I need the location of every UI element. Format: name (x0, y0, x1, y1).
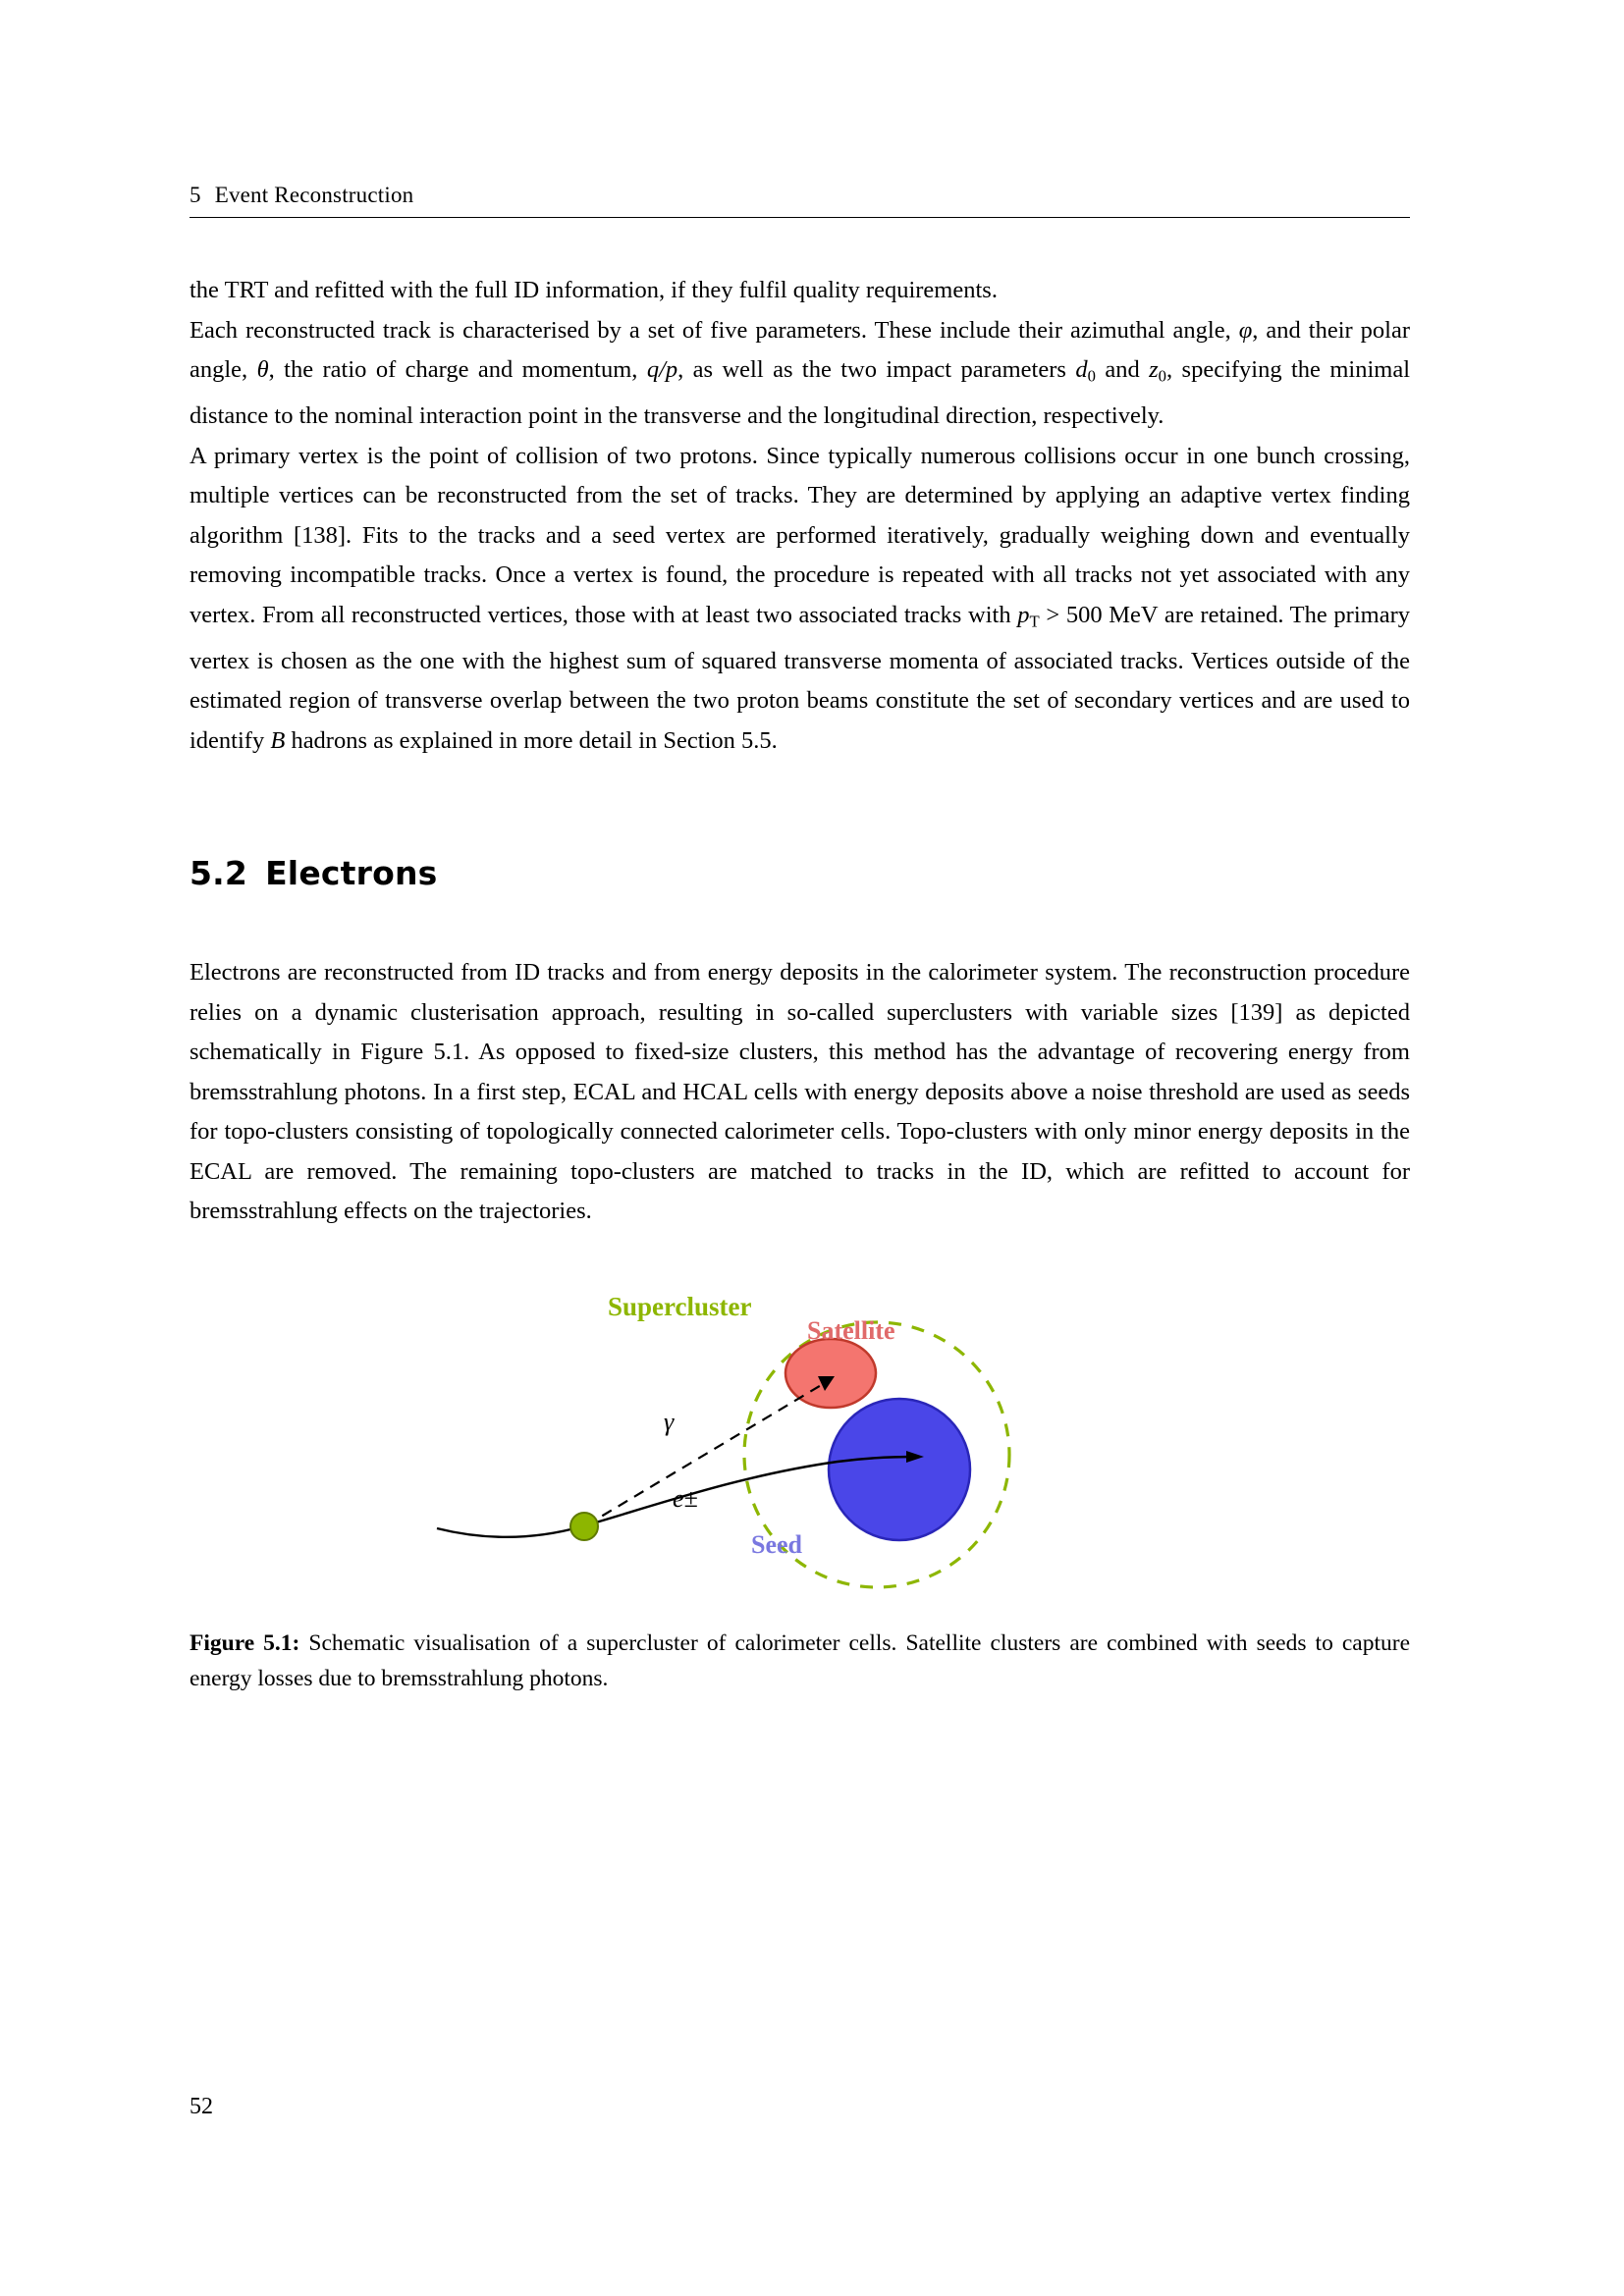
symbol-q-over-p: q/p (646, 356, 678, 383)
track-params-part-d: , as well as the two impact parameters (677, 356, 1076, 383)
figure-caption (189, 1626, 1410, 1696)
paragraph-track-parameters (189, 311, 1410, 437)
track-params-part-f: , specifying the minimal distance to the nominal interaction point in the transverse and the longitudinal direction, respectively. (189, 356, 1410, 430)
figure-5-1 (189, 1283, 1410, 1696)
electron-label: e± (673, 1483, 698, 1513)
track-params-part-c: , the ratio of charge and momentum, (268, 356, 647, 383)
paragraph-electrons (189, 953, 1410, 1232)
figure-caption-label: Figure 5.1: (189, 1629, 300, 1656)
supercluster-label: Supercluster (608, 1291, 752, 1321)
running-header (189, 183, 1410, 218)
paragraph-trt (189, 271, 1410, 311)
symbol-theta: θ (256, 356, 269, 383)
satellite-label: Satellite (807, 1315, 895, 1345)
symbol-pt: p (1017, 601, 1030, 628)
paragraph-primary-vertex (189, 437, 1410, 762)
section-number: 5.2 (189, 854, 248, 893)
photon-label: γ (664, 1407, 675, 1436)
section-heading (189, 854, 1410, 892)
symbol-d0: d (1075, 356, 1088, 383)
photon-dashed-line (586, 1384, 823, 1525)
seed-cluster-circle (829, 1399, 970, 1540)
track-params-part-a: Each reconstructed track is characterised by a set of five parameters. These include their azimuthal angle, (189, 316, 1239, 344)
section-heading-electrons (189, 854, 1410, 892)
figure-caption-text: Schematic visualisation of a supercluster of calorimeter cells. Satellite clusters are combined with seeds to capture energy losses due to bremsstrahlung photons. (189, 1629, 1411, 1691)
symbol-d0-subscript: 0 (1087, 366, 1096, 386)
paragraph-trt-text: the TRT and refitted with the full ID information, if they fulfil quality requirements. (189, 277, 998, 303)
vertex-part-a: A primary vertex is the point of collision of two protons. Since typically numerous collisions occur in one bunch crossing, multiple vertices can be reconstructed from the set of tracks. They are determined by applying an adaptive vertex finding algorithm [138]. Fits to the tracks and a seed vertex are performed iteratively, gradually weighing down and eventually removing incompatible tracks. Once a vertex is found, the procedure is repeated with all tracks not yet associated with any vertex. From all reconstructed vertices, those with at least two associated tracks with (189, 442, 1410, 628)
figure-graphic (189, 1283, 1410, 1612)
running-header-chapter-title: Event Reconstruction (214, 183, 414, 207)
symbol-B-hadron: B (270, 726, 286, 754)
symbol-z0: z (1149, 356, 1159, 383)
interaction-vertex-dot (570, 1513, 598, 1540)
vertex-part-b: > 500 MeV are retained. The primary vertex is chosen as the one with the highest sum of squared transverse momenta of associated tracks. Vertices outside of the estimated region of transverse overlap between the two proton beams constitute the set of secondary vertices and are used to identify (189, 601, 1410, 754)
supercluster-schematic (189, 1283, 1410, 1607)
track-params-part-b: , and their polar angle, (189, 316, 1410, 383)
symbol-z0-subscript: 0 (1158, 366, 1166, 386)
paragraph-electrons-text: Electrons are reconstructed from ID tracks and from energy deposits in the calorimeter system. The reconstruction procedure relies on a dynamic clusterisation approach, resulting in so-called superclusters with variable sizes [139] as depicted schematically in Figure 5.1. As opposed to fixed-size clusters, this method has the advantage of recovering energy from bremsstrahlung photons. In a first step, ECAL and HCAL cells with energy deposits above a noise threshold are used as seeds for topo-clusters consisting of topologically connected calorimeter cells. Topo-clusters with only minor energy deposits in the ECAL are removed. The remaining topo-clusters are matched to tracks in the ID, which are refitted to account for bremsstrahlung effects on the trajectories. (189, 959, 1410, 1225)
track-params-part-e: and (1095, 356, 1150, 383)
vertex-part-c: hadrons as explained in more detail in Section 5.5. (285, 726, 778, 754)
seed-label: Seed (751, 1529, 802, 1559)
symbol-phi: φ (1238, 316, 1253, 344)
page-number: 52 (189, 2094, 213, 2119)
section-title: Electrons (265, 854, 438, 893)
running-header-chapter-number: 5 (189, 183, 201, 207)
page-content (189, 183, 1410, 1696)
symbol-pt-subscript: T (1029, 612, 1040, 631)
